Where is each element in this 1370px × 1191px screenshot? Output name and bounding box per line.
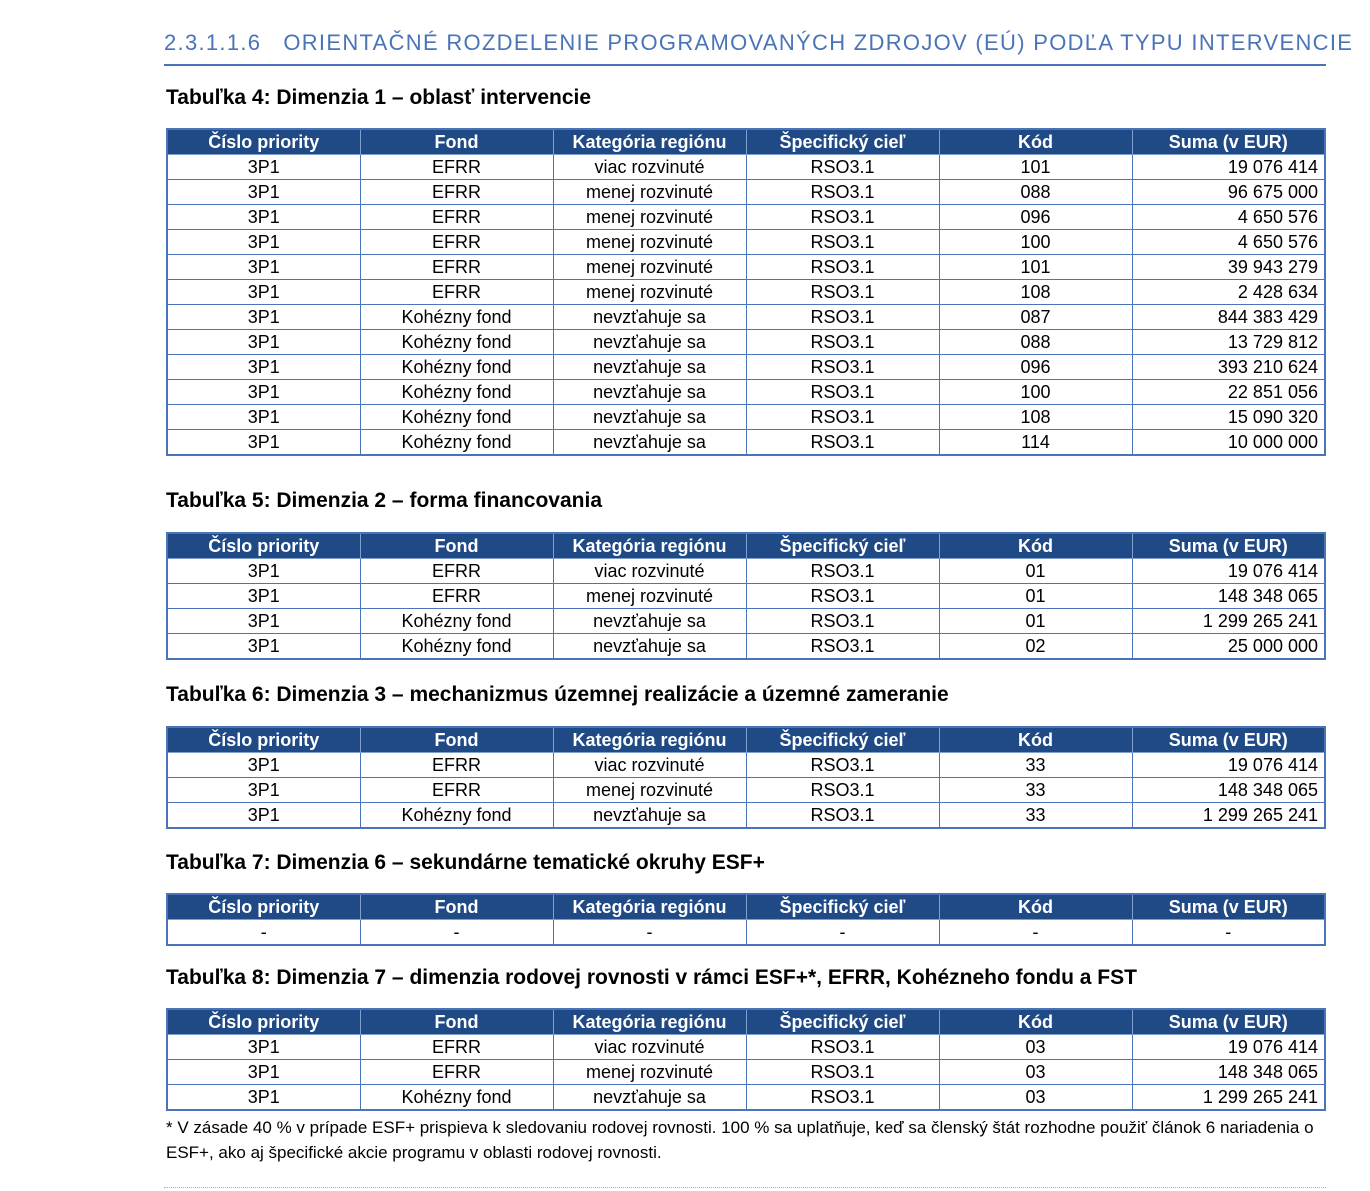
table-row xyxy=(167,305,1325,330)
table-cell: 114 xyxy=(939,430,1132,456)
table-cell: 96 675 000 xyxy=(1132,180,1325,205)
table-caption: Tabuľka 5: Dimenzia 2 – forma financovania xyxy=(166,489,602,512)
table-cell: viac rozvinuté xyxy=(553,155,746,180)
table-cell: 39 943 279 xyxy=(1132,255,1325,280)
column-header: Suma (v EUR) xyxy=(1132,894,1325,920)
table-cell: Kohézny fond xyxy=(360,1085,553,1111)
table-header-row xyxy=(167,533,1325,559)
table-row xyxy=(167,355,1325,380)
table-cell: - xyxy=(939,920,1132,946)
table-cell: 3P1 xyxy=(167,1085,360,1111)
column-header: Kategória regiónu xyxy=(553,129,746,155)
table-cell: 19 076 414 xyxy=(1132,559,1325,584)
table-cell: RSO3.1 xyxy=(746,778,939,803)
table-cell: menej rozvinuté xyxy=(553,180,746,205)
table-cell: 01 xyxy=(939,584,1132,609)
table-cell: 3P1 xyxy=(167,380,360,405)
table-cell: 096 xyxy=(939,205,1132,230)
table-cell: 3P1 xyxy=(167,753,360,778)
table-cell: 100 xyxy=(939,380,1132,405)
table-cell: 101 xyxy=(939,255,1132,280)
table-cell: EFRR xyxy=(360,584,553,609)
table-cell: nevzťahuje sa xyxy=(553,803,746,829)
table-row xyxy=(167,1060,1325,1085)
table-header-row xyxy=(167,129,1325,155)
column-header: Číslo priority xyxy=(167,894,360,920)
table-cell: 3P1 xyxy=(167,559,360,584)
table-cell: 088 xyxy=(939,180,1132,205)
table-caption: Tabuľka 7: Dimenzia 6 – sekundárne tematické okruhy ESF+ xyxy=(166,851,765,874)
table-cell: nevzťahuje sa xyxy=(553,405,746,430)
table-cell: Kohézny fond xyxy=(360,330,553,355)
column-header: Kategória regiónu xyxy=(553,727,746,753)
table-cell: menej rozvinuté xyxy=(553,584,746,609)
table-row xyxy=(167,634,1325,660)
table-cell: 148 348 065 xyxy=(1132,778,1325,803)
column-header: Fond xyxy=(360,894,553,920)
table-cell: 3P1 xyxy=(167,255,360,280)
column-header: Číslo priority xyxy=(167,1009,360,1035)
table-header-row xyxy=(167,1009,1325,1035)
table-cell: 01 xyxy=(939,609,1132,634)
table-row xyxy=(167,280,1325,305)
table-cell: menej rozvinuté xyxy=(553,280,746,305)
table-cell: RSO3.1 xyxy=(746,609,939,634)
table-cell: RSO3.1 xyxy=(746,1060,939,1085)
table-cell: RSO3.1 xyxy=(746,355,939,380)
data-table xyxy=(166,128,1326,456)
column-header: Špecifický cieľ xyxy=(746,727,939,753)
table-cell: RSO3.1 xyxy=(746,584,939,609)
table-row xyxy=(167,584,1325,609)
table-row xyxy=(167,330,1325,355)
table-cell: - xyxy=(553,920,746,946)
table-cell: 100 xyxy=(939,230,1132,255)
column-header: Číslo priority xyxy=(167,727,360,753)
table-cell: 148 348 065 xyxy=(1132,584,1325,609)
table-cell: RSO3.1 xyxy=(746,1085,939,1111)
table-cell: nevzťahuje sa xyxy=(553,355,746,380)
data-table xyxy=(166,532,1326,660)
table-row xyxy=(167,753,1325,778)
table-row xyxy=(167,609,1325,634)
table-cell: RSO3.1 xyxy=(746,430,939,456)
table-cell: nevzťahuje sa xyxy=(553,634,746,660)
table-cell: Kohézny fond xyxy=(360,355,553,380)
table-cell: - xyxy=(1132,920,1325,946)
column-header: Špecifický cieľ xyxy=(746,1009,939,1035)
table-cell: 101 xyxy=(939,155,1132,180)
table-cell: Kohézny fond xyxy=(360,803,553,829)
table-cell: RSO3.1 xyxy=(746,380,939,405)
table-cell: menej rozvinuté xyxy=(553,230,746,255)
section-title: ORIENTAČNÉ ROZDELENIE PROGRAMOVANÝCH ZDROJOV (EÚ) PODĽA TYPU INTERVENCIE xyxy=(283,30,1354,55)
table-cell: 15 090 320 xyxy=(1132,405,1325,430)
table-cell: viac rozvinuté xyxy=(553,1035,746,1060)
table-cell: - xyxy=(167,920,360,946)
table-caption: Tabuľka 8: Dimenzia 7 – dimenzia rodovej rovnosti v rámci ESF+*, EFRR, Kohézneho fondu a FST xyxy=(166,966,1137,989)
column-header: Kód xyxy=(939,129,1132,155)
table-cell: EFRR xyxy=(360,559,553,584)
table-cell: nevzťahuje sa xyxy=(553,330,746,355)
table-cell: Kohézny fond xyxy=(360,430,553,456)
table-cell: 393 210 624 xyxy=(1132,355,1325,380)
column-header: Fond xyxy=(360,727,553,753)
table-cell: - xyxy=(746,920,939,946)
table-cell: 33 xyxy=(939,778,1132,803)
table-cell: 3P1 xyxy=(167,609,360,634)
table-cell: 3P1 xyxy=(167,803,360,829)
table-cell: EFRR xyxy=(360,778,553,803)
table-cell: Kohézny fond xyxy=(360,380,553,405)
heading-rule xyxy=(164,64,1326,66)
column-header: Fond xyxy=(360,129,553,155)
table-cell: 108 xyxy=(939,405,1132,430)
column-header: Špecifický cieľ xyxy=(746,129,939,155)
table-cell: RSO3.1 xyxy=(746,180,939,205)
table-cell: 3P1 xyxy=(167,1035,360,1060)
table-cell: RSO3.1 xyxy=(746,255,939,280)
table-row xyxy=(167,230,1325,255)
table-cell: EFRR xyxy=(360,1035,553,1060)
table-cell: Kohézny fond xyxy=(360,305,553,330)
table-cell: RSO3.1 xyxy=(746,1035,939,1060)
table-cell: 4 650 576 xyxy=(1132,205,1325,230)
column-header: Kategória regiónu xyxy=(553,533,746,559)
table-cell: 4 650 576 xyxy=(1132,230,1325,255)
column-header: Číslo priority xyxy=(167,129,360,155)
table-cell: 19 076 414 xyxy=(1132,155,1325,180)
table-cell: nevzťahuje sa xyxy=(553,380,746,405)
table-header-row xyxy=(167,894,1325,920)
table-row xyxy=(167,205,1325,230)
table-row xyxy=(167,803,1325,829)
table-cell: 096 xyxy=(939,355,1132,380)
table-cell: 13 729 812 xyxy=(1132,330,1325,355)
column-header: Suma (v EUR) xyxy=(1132,727,1325,753)
table-cell: EFRR xyxy=(360,180,553,205)
table-cell: RSO3.1 xyxy=(746,803,939,829)
table-cell: EFRR xyxy=(360,280,553,305)
table-cell: 10 000 000 xyxy=(1132,430,1325,456)
table-row xyxy=(167,1085,1325,1111)
table-cell: nevzťahuje sa xyxy=(553,305,746,330)
table-row xyxy=(167,405,1325,430)
table-cell: nevzťahuje sa xyxy=(553,609,746,634)
table-cell: nevzťahuje sa xyxy=(553,430,746,456)
table-cell: 3P1 xyxy=(167,1060,360,1085)
table-cell: 3P1 xyxy=(167,355,360,380)
table-cell: 3P1 xyxy=(167,430,360,456)
table-cell: 3P1 xyxy=(167,230,360,255)
section-number: 2.3.1.1.6 xyxy=(164,30,262,55)
column-header: Kód xyxy=(939,727,1132,753)
data-table xyxy=(166,1008,1326,1111)
table-cell: EFRR xyxy=(360,230,553,255)
table-cell: 1 299 265 241 xyxy=(1132,1085,1325,1111)
data-table xyxy=(166,726,1326,829)
table-cell: 22 851 056 xyxy=(1132,380,1325,405)
table-cell: 03 xyxy=(939,1060,1132,1085)
column-header: Fond xyxy=(360,1009,553,1035)
table-cell: 3P1 xyxy=(167,305,360,330)
table-cell: 3P1 xyxy=(167,584,360,609)
column-header: Špecifický cieľ xyxy=(746,533,939,559)
column-header: Kód xyxy=(939,894,1132,920)
table-cell: 3P1 xyxy=(167,778,360,803)
table-cell: RSO3.1 xyxy=(746,305,939,330)
table-row xyxy=(167,559,1325,584)
table-cell: Kohézny fond xyxy=(360,634,553,660)
table-caption: Tabuľka 6: Dimenzia 3 – mechanizmus územnej realizácie a územné zameranie xyxy=(166,683,949,706)
table-cell: RSO3.1 xyxy=(746,753,939,778)
table-row xyxy=(167,1035,1325,1060)
table-cell: RSO3.1 xyxy=(746,155,939,180)
table-cell: RSO3.1 xyxy=(746,280,939,305)
column-header: Špecifický cieľ xyxy=(746,894,939,920)
table-cell: 25 000 000 xyxy=(1132,634,1325,660)
table-cell: 19 076 414 xyxy=(1132,753,1325,778)
table-cell: viac rozvinuté xyxy=(553,559,746,584)
table-cell: menej rozvinuté xyxy=(553,205,746,230)
column-header: Suma (v EUR) xyxy=(1132,533,1325,559)
table-cell: 1 299 265 241 xyxy=(1132,609,1325,634)
table-cell: RSO3.1 xyxy=(746,205,939,230)
table-cell: 3P1 xyxy=(167,280,360,305)
table-caption: Tabuľka 4: Dimenzia 1 – oblasť intervencie xyxy=(166,86,592,109)
table-cell: 087 xyxy=(939,305,1132,330)
section-heading xyxy=(164,30,1354,56)
table-cell: EFRR xyxy=(360,205,553,230)
table-cell: 3P1 xyxy=(167,330,360,355)
table-row xyxy=(167,778,1325,803)
table-cell: 148 348 065 xyxy=(1132,1060,1325,1085)
table-cell: 3P1 xyxy=(167,205,360,230)
table-cell: nevzťahuje sa xyxy=(553,1085,746,1111)
table-cell: 19 076 414 xyxy=(1132,1035,1325,1060)
column-header: Suma (v EUR) xyxy=(1132,1009,1325,1035)
table-cell: 2 428 634 xyxy=(1132,280,1325,305)
table-row xyxy=(167,255,1325,280)
table-cell: EFRR xyxy=(360,155,553,180)
table-cell: 3P1 xyxy=(167,405,360,430)
table-cell: 03 xyxy=(939,1085,1132,1111)
column-header: Kód xyxy=(939,533,1132,559)
table-cell: RSO3.1 xyxy=(746,634,939,660)
table-header-row xyxy=(167,727,1325,753)
column-header: Kód xyxy=(939,1009,1132,1035)
table-cell: 108 xyxy=(939,280,1132,305)
table-cell: 33 xyxy=(939,753,1132,778)
table-cell: 088 xyxy=(939,330,1132,355)
table-cell: menej rozvinuté xyxy=(553,255,746,280)
table-cell: menej rozvinuté xyxy=(553,1060,746,1085)
table-cell: 03 xyxy=(939,1035,1132,1060)
table-row xyxy=(167,430,1325,456)
column-header: Kategória regiónu xyxy=(553,894,746,920)
table-cell: Kohézny fond xyxy=(360,609,553,634)
table-cell: 3P1 xyxy=(167,634,360,660)
column-header: Kategória regiónu xyxy=(553,1009,746,1035)
column-header: Číslo priority xyxy=(167,533,360,559)
table-cell: 3P1 xyxy=(167,155,360,180)
table-cell: 3P1 xyxy=(167,180,360,205)
table-row xyxy=(167,920,1325,946)
table-cell: EFRR xyxy=(360,255,553,280)
table-cell: menej rozvinuté xyxy=(553,778,746,803)
table-cell: 1 299 265 241 xyxy=(1132,803,1325,829)
column-header: Suma (v EUR) xyxy=(1132,129,1325,155)
table-cell: Kohézny fond xyxy=(360,405,553,430)
table-cell: RSO3.1 xyxy=(746,330,939,355)
table-cell: RSO3.1 xyxy=(746,559,939,584)
table-cell: viac rozvinuté xyxy=(553,753,746,778)
table-cell: 02 xyxy=(939,634,1132,660)
table-cell: EFRR xyxy=(360,1060,553,1085)
page-bottom-rule xyxy=(164,1187,1326,1188)
table-cell: 844 383 429 xyxy=(1132,305,1325,330)
column-header: Fond xyxy=(360,533,553,559)
table-row xyxy=(167,180,1325,205)
table-row xyxy=(167,155,1325,180)
table-cell: - xyxy=(360,920,553,946)
table-cell: RSO3.1 xyxy=(746,405,939,430)
table-cell: EFRR xyxy=(360,753,553,778)
table-cell: RSO3.1 xyxy=(746,230,939,255)
table-row xyxy=(167,380,1325,405)
data-table xyxy=(166,893,1326,946)
footnote: * V zásade 40 % v prípade ESF+ prispieva k sledovaniu rodovej rovnosti. 100 % sa uplatňuje, keď sa členský štát rozhodne použiť článok 6 nariadenia o ESF+, ako aj špecifické akcie programu v oblasti rodovej rovnosti. xyxy=(166,1118,1314,1162)
table-cell: 33 xyxy=(939,803,1132,829)
table-cell: 01 xyxy=(939,559,1132,584)
